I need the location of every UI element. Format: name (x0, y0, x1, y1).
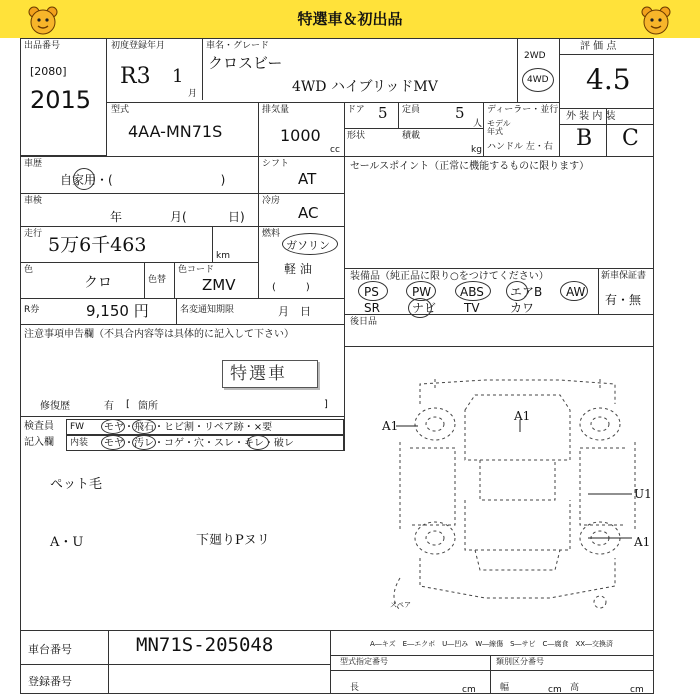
divider (517, 38, 518, 102)
special-stamp-text: 特選車 (230, 364, 287, 384)
shift-label: シフト (262, 159, 290, 169)
equip-sr: SR (364, 301, 380, 315)
repair-bracket: [ (126, 399, 130, 410)
interior-items: モヤ・汚レ・コゲ・穴・スレ・キレ・破レ (104, 438, 294, 449)
equip-abs: ABS (460, 285, 484, 299)
equip-abs-circle (455, 281, 491, 301)
divider (20, 630, 654, 631)
checks-label-2: 記入欄 (24, 437, 54, 448)
capacity-value: 5 (455, 104, 465, 122)
repair-bracket: ] (324, 399, 328, 410)
inspection-day: 日) (228, 210, 245, 224)
fuel-label: 燃料 (262, 229, 281, 239)
handle-label: ハンドル 左・右 (487, 142, 553, 152)
mileage-label: 走行 (24, 229, 43, 239)
diagram-mark-3: U1 (634, 487, 652, 501)
fw-label: FW (70, 422, 85, 432)
divider (344, 314, 654, 315)
drive-label: 2WD (524, 51, 546, 61)
equip-airbag-circle (506, 281, 528, 301)
notes-label: 注意事項申告欄（不具合内容等は具体的に記入して下さい） (24, 329, 294, 340)
shift-value: AT (298, 170, 317, 188)
width-unit: cm (548, 685, 562, 695)
mileage-unit: km (216, 251, 230, 261)
divider (344, 128, 483, 129)
divider (330, 655, 654, 656)
divider (20, 193, 344, 194)
divider (330, 630, 331, 694)
history-label: 車歴 (24, 159, 43, 169)
model-label: 型式 (111, 105, 130, 115)
divider (606, 108, 607, 156)
displacement-value: 1000 (280, 126, 321, 145)
divider (258, 226, 344, 227)
divider (20, 324, 344, 325)
note-underbody: 下廻りPヌリ (196, 533, 270, 548)
listing-number: 2015 (30, 86, 92, 114)
name-change-label: 名変通知期限 (180, 305, 235, 315)
divider (483, 102, 484, 156)
equip-airbag: エアB (510, 285, 543, 299)
interior-grade: C (622, 126, 639, 151)
fw-circle-1 (101, 419, 125, 434)
equip-ps-circle (358, 281, 388, 301)
page-title: 特選車＆初出品 (297, 10, 403, 28)
color-swap-label: 色替 (148, 275, 167, 285)
equip-leather: カワ (510, 301, 535, 315)
mileage-value: 5万6千463 (48, 234, 147, 256)
divider (20, 664, 330, 665)
divider (344, 156, 345, 346)
model-code: 4AA-MN71S (128, 122, 223, 141)
int-circle-2 (132, 435, 156, 450)
grade-score: 4.5 (586, 63, 631, 96)
divider (258, 102, 259, 156)
divider (344, 102, 345, 156)
aircon-value: AC (298, 204, 319, 222)
divider (344, 268, 654, 269)
int-circle-3 (247, 435, 269, 450)
divider (559, 54, 654, 55)
reg-number-label: 登録番号 (28, 675, 72, 688)
equip-navi: ナビ (412, 301, 437, 315)
divider (20, 262, 258, 263)
car-name: クロスビー (208, 54, 283, 72)
car-name-label: 車名・グレード (206, 41, 270, 51)
sales-point-label: セールスポイント（正常に機能するものに限ります） (350, 161, 590, 172)
exterior-grade: B (576, 126, 593, 151)
spare-label: スペア (390, 601, 411, 609)
type-designation-label: 型式指定番号 (340, 657, 388, 666)
delivery-label: 後日品 (350, 317, 378, 327)
diagram-mark-1: A1 (382, 419, 399, 433)
checks-label-1: 検査員 (24, 421, 54, 432)
divider (20, 226, 258, 227)
car-grade: 4WD ハイブリッドMV (292, 79, 438, 95)
recycle-value: 9,150 円 (86, 302, 149, 320)
fuel-gasoline: ガソリン (286, 239, 330, 252)
capacity-unit: 人 (473, 119, 483, 129)
ext-int-label: 外 装 内 装 (566, 111, 616, 122)
drive-value: 4WD (527, 75, 549, 85)
history-circle (73, 168, 95, 190)
repair-value: 有 (104, 401, 114, 412)
color-label: 色 (24, 265, 34, 275)
displacement-label: 排気量 (262, 105, 290, 115)
divider (398, 102, 399, 128)
repair-location: 箇所 (138, 401, 158, 412)
color-value: クロ (84, 275, 112, 291)
equipment-label: 装備品（純正品に限り○をつけてください） (350, 271, 549, 282)
listing-code: [2080] (30, 65, 67, 78)
divider (176, 298, 177, 324)
length-label: 長 (350, 683, 360, 693)
equip-ps: PS (364, 285, 379, 299)
aircon-label: 冷房 (262, 196, 281, 206)
divider (598, 268, 599, 314)
divider (174, 262, 175, 298)
registration-label: 初度登録年月 (111, 41, 166, 51)
int-circle-1 (101, 435, 125, 450)
divider (108, 630, 109, 694)
equip-tv: TV (464, 301, 480, 315)
inspection-month: 月( (170, 210, 187, 224)
divider (144, 262, 145, 298)
diagram-mark-2: A1 (514, 409, 531, 423)
divider (344, 346, 654, 347)
divider (258, 156, 259, 298)
fw-circle-2 (132, 419, 156, 434)
dealer-label: ディーラー・並行 (487, 105, 559, 115)
divider (212, 226, 213, 262)
fuel-diesel: 軽 油 (284, 262, 312, 276)
divider (344, 346, 345, 451)
divider (20, 156, 654, 157)
grade-score-label: 評 価 点 (580, 41, 617, 52)
model-year-label: モデル 年式 (487, 119, 511, 136)
capacity-label: 定員 (402, 105, 421, 115)
recycle-label: R券 (24, 305, 40, 315)
color-code: ZMV (202, 276, 236, 294)
divider (107, 102, 559, 103)
note-au: A・U (50, 535, 84, 550)
divider (202, 38, 203, 100)
car-damage-diagram (360, 370, 650, 620)
warranty-value: 有・無 (605, 293, 642, 307)
divider (20, 416, 344, 417)
doors-label: ドア (347, 105, 365, 115)
repair-label: 修復歴 (40, 401, 70, 412)
interior-check-label: 内装 (70, 438, 89, 448)
note-pet-hair: ペット毛 (50, 477, 103, 492)
load-unit: kg (471, 145, 482, 155)
height-unit: cm (630, 685, 644, 695)
warranty-label: 新車保証書 (601, 271, 647, 281)
load-label: 積載 (402, 131, 421, 141)
length-unit: cm (462, 685, 476, 695)
fuel-other: ( ) (272, 282, 310, 293)
registration-year: R3 (120, 64, 151, 89)
doors-value: 5 (378, 104, 388, 122)
color-code-label: 色コード (178, 265, 215, 275)
registration-month-unit: 月 (188, 89, 198, 99)
listing-number-label: 出品番号 (24, 41, 61, 51)
diagram-mark-4: A1 (634, 535, 651, 549)
divider (330, 670, 654, 671)
equip-navi-circle (408, 298, 432, 318)
damage-legend: A―キズ E―エクボ U―凹み W―線傷 S―サビ C―腐食 XX―交換済 (370, 640, 614, 648)
shape-label: 形状 (347, 131, 366, 141)
chassis-number: MN71S-205048 (136, 634, 274, 656)
fuel-circle (282, 233, 338, 255)
class-number-label: 類別区分番号 (496, 657, 544, 666)
divider (20, 298, 344, 299)
inspection-year: 年 (110, 210, 123, 224)
registration-month: 1 (172, 66, 184, 87)
height-label: 高 (570, 683, 580, 693)
equip-aw: AW (566, 285, 586, 299)
equip-pw: PW (412, 285, 432, 299)
divider (559, 38, 560, 156)
chassis-label: 車台番号 (28, 643, 72, 656)
width-label: 幅 (500, 683, 510, 693)
name-change-date: 月 日 (278, 305, 311, 318)
history-value: 自家用・( ) (60, 173, 226, 187)
inspection-label: 車検 (24, 196, 43, 206)
equip-aw-circle (560, 281, 588, 301)
divider (490, 655, 491, 694)
fw-items: モヤ・飛石・ヒビ割・リペア跡・×要 (104, 422, 273, 433)
displacement-unit: cc (330, 145, 340, 155)
